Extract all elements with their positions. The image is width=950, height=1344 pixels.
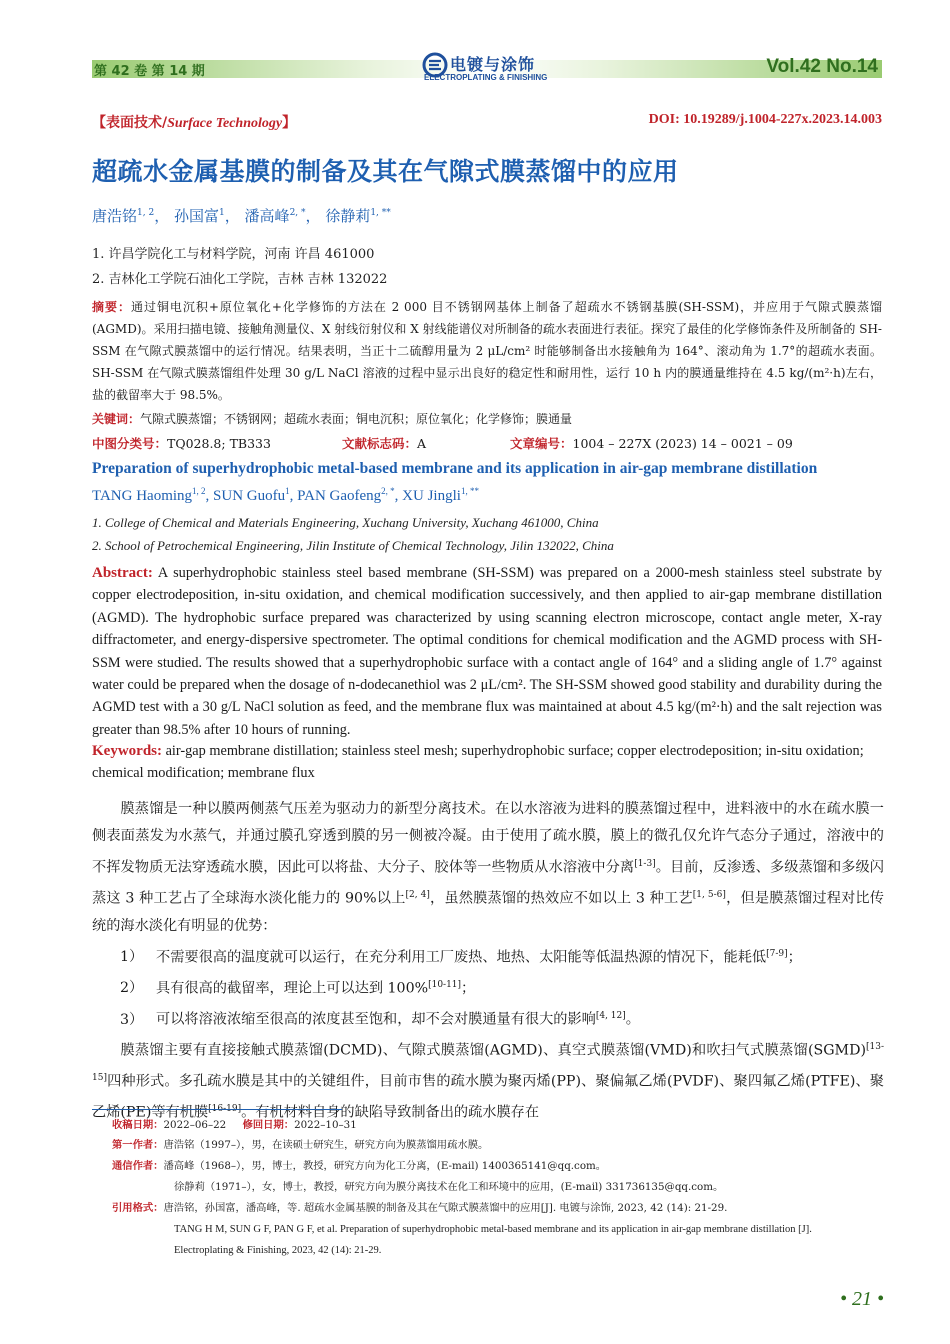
keywords-cn [92, 410, 882, 427]
author-name: SUN Guofu [213, 488, 286, 504]
author-sup: 1 [285, 486, 290, 496]
author-name: PAN Gaofeng [297, 488, 382, 504]
section-label-open: 【表面技术/ [92, 115, 168, 131]
authors-cn [92, 205, 391, 226]
footnote-corresponding [112, 1158, 887, 1175]
affiliation-cn-1: 1. 许昌学院化工与材料学院，河南 许昌 461000 [92, 247, 375, 262]
citation-ref: [1-3] [634, 858, 656, 869]
journal-logo [422, 52, 552, 84]
body-text-span: ，虽然膜蒸馏的热效应不如以上 3 种工艺 [429, 890, 693, 907]
received-label: 收稿日期： [112, 1119, 164, 1131]
citation-en-2: Electroplating & Finishing, 2023, 42 (14): 21-29. [174, 1245, 382, 1256]
keywords-en [92, 740, 882, 785]
body-text-span: 膜蒸馏是一种以膜两侧蒸气压差为驱动力的新型分离技术。在以水溶液为进料的膜蒸馏过程中，进料液中的水在疏水膜一侧表面蒸发为水蒸气，并通过膜孔穿透到膜的另一侧被冷凝。由于使用了疏水膜，膜上的微孔仅允许气态分子通过，溶液中的不挥发物质无法穿透疏水膜，因此可以将盐、大分子、胶体等一些物质从水溶液中分离 [92, 801, 884, 876]
citation-ref: [13-15] [92, 1041, 884, 1084]
revised-label: 修回日期： [242, 1119, 295, 1131]
page-title: 超疏水金属基膜的制备及其在气隙式膜蒸馏中的应用 [92, 157, 679, 186]
citation-ref: [10-11] [428, 979, 462, 990]
citation-ref: [7-9] [766, 948, 788, 959]
abstract-cn-label: 摘要： [92, 300, 131, 314]
author-name: XU Jingli [402, 488, 461, 504]
author-sup: 2, * [381, 486, 395, 496]
body-text-span: 。有机材料自身的缺陷导致制备出的疏水膜存在 [241, 1104, 540, 1121]
list-item-number: 3） [120, 1011, 144, 1028]
list-item-end: 。 [625, 1011, 640, 1028]
body-paragraph-1 [92, 796, 884, 941]
abstract-en-text: A superhydrophobic stainless steel based membrane (SH-SSM) was prepared on a 2000-mesh stainless steel substrate by copper electrodeposition, in-situ oxidation, and chemical modification successively, and then applied to air-gap membrane distillation (AGMD). The hydrophobic surface prepared was characterized by using scanning electron microscope, contact angle meter, X-ray diffractometer, and energy-dispersive spectrometer. The optimal conditions for chemical modification and the AGMD process with SH-SSM were studied. The results showed that a superhydrophobic surface with a contact angle of 164° and a sliding angle of 1.7° against water could be prepared when the dosage of n-dodecanethiol was 2 μL/cm². The SH-SSM showed good stability and durability during the AGMD test with a 30 g/L NaCl solution as feed, and the membrane flux was maintained at about 4.5 kg/(m²·h) and the salt rejection was greater than 98.5% after 10 hours of running. [92, 565, 882, 738]
author-name: 唐浩铭 [92, 207, 138, 225]
footnote-citation [112, 1200, 887, 1217]
footnote-corresponding-2: 徐静莉（1971–），女，博士，教授，研究方向为膜分离技术在化工和环境中的应用，(E-mail) 331736135@qq.com。 [174, 1181, 724, 1193]
page-number: • 21 • [839, 1288, 884, 1310]
body-paragraph-2 [92, 1034, 884, 1127]
author-sup: 1, ** [460, 486, 479, 496]
first-author-label: 第一作者： [112, 1139, 164, 1151]
author-sep: ， [154, 207, 170, 225]
title-en: Preparation of superhydrophobic metal-based membrane and its application in air-gap membrane distillation [92, 460, 818, 477]
citation-ref: [16-19] [208, 1104, 242, 1115]
body-text-span: 四种形式。多孔疏水膜是其中的关键组件，目前市售的疏水膜为聚丙烯(PP)、聚偏氟乙烯(PVDF)、聚四氟乙烯(PTFE)、聚乙烯(PE)等有机膜 [92, 1073, 884, 1121]
affiliation-cn-2: 2. 吉林化工学院石油化工学院，吉林 吉林 132022 [92, 272, 388, 287]
journal-name-cn: 电镀与涂饰 [450, 55, 536, 74]
section-line [92, 112, 882, 132]
author-sep: , [205, 488, 214, 504]
list-item-number: 2） [120, 980, 144, 997]
doc-code-value: A [417, 436, 427, 451]
body-text-span: 。目前，反渗透、多级蒸馏和多级闪蒸这 3 种工艺占了全球海水淡化能力的 90%以上 [92, 859, 884, 907]
first-author-text: 唐浩铭（1997–），男，在读硕士研究生，研究方向为膜蒸馏用疏水膜。 [163, 1139, 489, 1151]
footnote-first-author [112, 1137, 887, 1154]
author-sup: 1 [219, 208, 225, 218]
journal-header [92, 52, 882, 82]
article-no-label: 文章编号： [510, 436, 573, 451]
body-text-span: ，但是膜蒸馏过程对比传统的海水淡化有明显的优势： [92, 890, 884, 935]
citation-ref: [1, 5-6] [692, 889, 726, 900]
affiliation-en-2: 2. School of Petrochemical Engineering, Jilin Institute of Chemical Technology, Jilin 132022, China [92, 538, 614, 553]
keywords-cn-text: 气隙式膜蒸馏；不锈钢网；超疏水表面；铜电沉积；原位氧化；化学修饰；膜通量 [140, 412, 573, 426]
keywords-cn-label: 关键词： [92, 412, 141, 426]
author-name: 徐静莉 [325, 207, 371, 225]
issue-label: 第 42 卷 第 14 期 [94, 64, 205, 79]
author-sup: 1, 2 [137, 208, 155, 218]
list-item-end: ； [461, 980, 476, 997]
author-sep: , [394, 488, 403, 504]
author-sep: ， [224, 207, 240, 225]
received-date: 2022–06–22 [163, 1119, 227, 1131]
citation-ref: [2, 4] [405, 889, 430, 900]
journal-name-en: ELECTROPLATING & FINISHING [424, 73, 548, 82]
author-sep: , [289, 488, 298, 504]
footnote-divider [92, 1109, 342, 1110]
corresponding-label: 通信作者： [112, 1160, 164, 1172]
section-label-en: Surface Technology [167, 116, 283, 131]
list-item [92, 941, 884, 972]
abstract-en [92, 562, 882, 741]
author-sup: 2, * [289, 208, 306, 218]
footnote-dates [112, 1117, 887, 1134]
article-no-value: 1004 – 227X (2023) 14 – 0021 – 09 [572, 436, 793, 451]
citation-en-1: TANG H M, SUN G F, PAN G F, et al. Preparation of superhydrophobic metal-based membrane and its application in air-gap membrane distillation [J]. [174, 1224, 812, 1235]
citation-ref: [4, 12] [595, 1010, 626, 1021]
list-item [92, 972, 884, 1003]
clc-label: 中图分类号： [92, 436, 168, 451]
authors-en [92, 486, 479, 505]
revised-date: 2022–10–31 [294, 1119, 357, 1131]
author-sep: ， [305, 207, 321, 225]
author-sup: 1, ** [370, 208, 391, 218]
doc-code-label: 文献标志码： [342, 436, 418, 451]
keywords-en-text: air-gap membrane distillation; stainless steel mesh; superhydrophobic surface; copper electrodeposition; in-situ oxidation; chemical modification; membrane flux [92, 743, 864, 782]
list-item-text: 不需要很高的温度就可以运行，在充分利用工厂废热、地热、太阳能等低温热源的情况下，能耗低 [156, 949, 767, 966]
classification-line [92, 434, 882, 452]
author-name: 孙国富 [174, 207, 220, 225]
list-item-text: 可以将溶液浓缩至很高的浓度甚至饱和，却不会对膜通量有很大的影响 [156, 1011, 596, 1028]
author-name: 潘高峰 [244, 207, 290, 225]
abstract-cn-text: 通过铜电沉积+原位氧化+化学修饰的方法在 2 000 目不锈钢网基体上制备了超疏水不锈钢基膜(SH-SSM)，并应用于气隙式膜蒸馏(AGMD)。采用扫描电镜、接触角测量仪、X 射线衍射仪和 X 射线能谱仪对所制备的疏水表面进行表征。探究了最佳的化学修饰条件及所制备的 SH-SSM 在气隙式膜蒸馏中的运行情况。结果表明，当正十二硫醇用量为 2 μL/cm² 时能够制备出水接触角为 164°、滚动角为 1.7°的超疏水表面。SH-SSM 在气隙式膜蒸馏组件处理 30 g/L NaCl 溶液的过程中显示出良好的稳定性和耐用性，运行 10 h 内的膜通量维持在 4.5 kg/(m²·h)左右，盐的截留率大于 98.5%。 [92, 300, 882, 402]
author-name: TANG Haoming [92, 488, 193, 504]
list-item-end: ； [787, 949, 802, 966]
abstract-cn [92, 296, 882, 406]
body-text [92, 796, 884, 1127]
body-text-span: 膜蒸馏主要有直接接触式膜蒸馏(DCMD)、气隙式膜蒸馏(AGMD)、真空式膜蒸馏(VMD)和吹扫气式膜蒸馏(SGMD) [120, 1042, 866, 1059]
abstract-en-label: Abstract: [92, 565, 153, 581]
author-sup: 1, 2 [192, 486, 206, 496]
affiliation-en-1: 1. College of Chemical and Materials Engineering, Xuchang University, Xuchang 461000, China [92, 515, 599, 530]
doi[interactable]: DOI: 10.19289/j.1004-227x.2023.14.003 [648, 112, 882, 127]
keywords-en-label: Keywords: [92, 743, 162, 759]
citation-cn: 唐浩铭，孙国富，潘高峰，等. 超疏水金属基膜的制备及其在气隙式膜蒸馏中的应用[J]. 电镀与涂饰, 2023, 42 (14): 21-29. [163, 1202, 728, 1214]
citation-label: 引用格式： [112, 1202, 164, 1214]
list-item [92, 1003, 884, 1034]
list-item-text: 具有很高的截留率，理论上可以达到 100% [156, 980, 429, 997]
clc-value: TQ028.8; TB333 [167, 436, 271, 451]
corresponding-text-1: 潘高峰（1968–），男，博士，教授，研究方向为化工分离，(E-mail) 1400365141@qq.com。 [163, 1160, 607, 1172]
section-label-close: 】 [282, 115, 297, 131]
list-item-number: 1） [120, 949, 144, 966]
volume-number: Vol.42 No.14 [766, 56, 878, 77]
